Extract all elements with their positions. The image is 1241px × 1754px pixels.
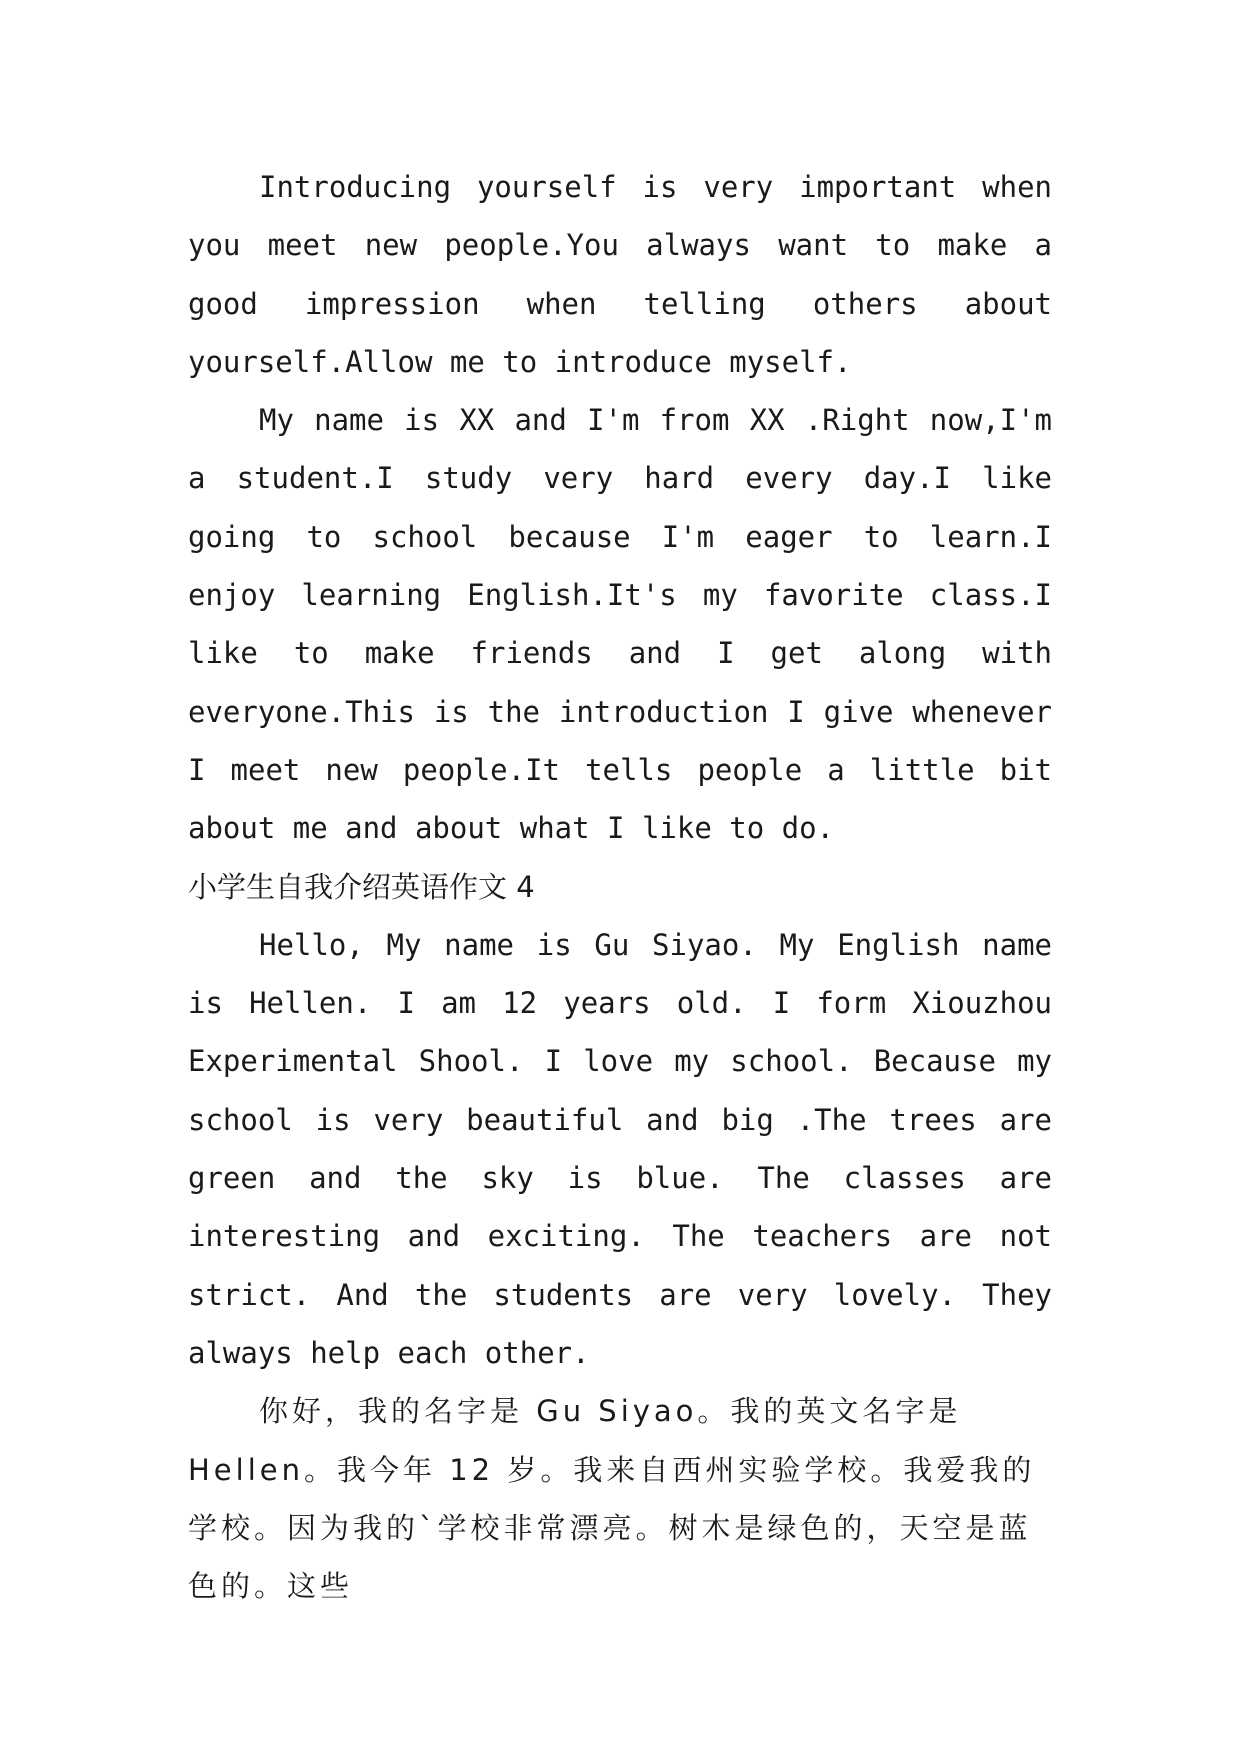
document-body xyxy=(188,158,1052,1615)
paragraph-intro: Introducing yourself is very important when you meet new people.You always want to make a good impression when telling others about yourself.Allow me to introduce myself. xyxy=(188,170,1052,379)
paragraph-self-description: My name is XX and I'm from XX .Right now,I'm a student.I study very hard every day.I like going to school because I'm eager to learn.I enjoy learning English.It's my favorite class.I like to make friends and I get along with everyone.This is the introduction I give whenever I meet new people.It tells people a little bit about me and about what I like to do. xyxy=(188,403,1052,846)
paragraph-chinese-translation: 你好，我的名字是 Gu Siyao。我的英文名字是 Hellen。我今年 12 岁。我来自西州实验学校。我爱我的学校。因为我的`学校非常漂亮。树木是绿色的，天空是蓝色的。这些 xyxy=(188,1394,1036,1604)
paragraph-hello: Hello, My name is Gu Siyao. My English name is Hellen. I am 12 years old. I form Xiouzhou Experimental Shool. I love my school. Because my school is very beautiful and big .The trees are green and the sky is blue. The classes are interesting and exciting. The teachers are not strict. And the students are very lovely. They always help each other. xyxy=(188,927,1052,1370)
section-heading: 小学生自我介绍英语作文 4 xyxy=(188,869,535,904)
